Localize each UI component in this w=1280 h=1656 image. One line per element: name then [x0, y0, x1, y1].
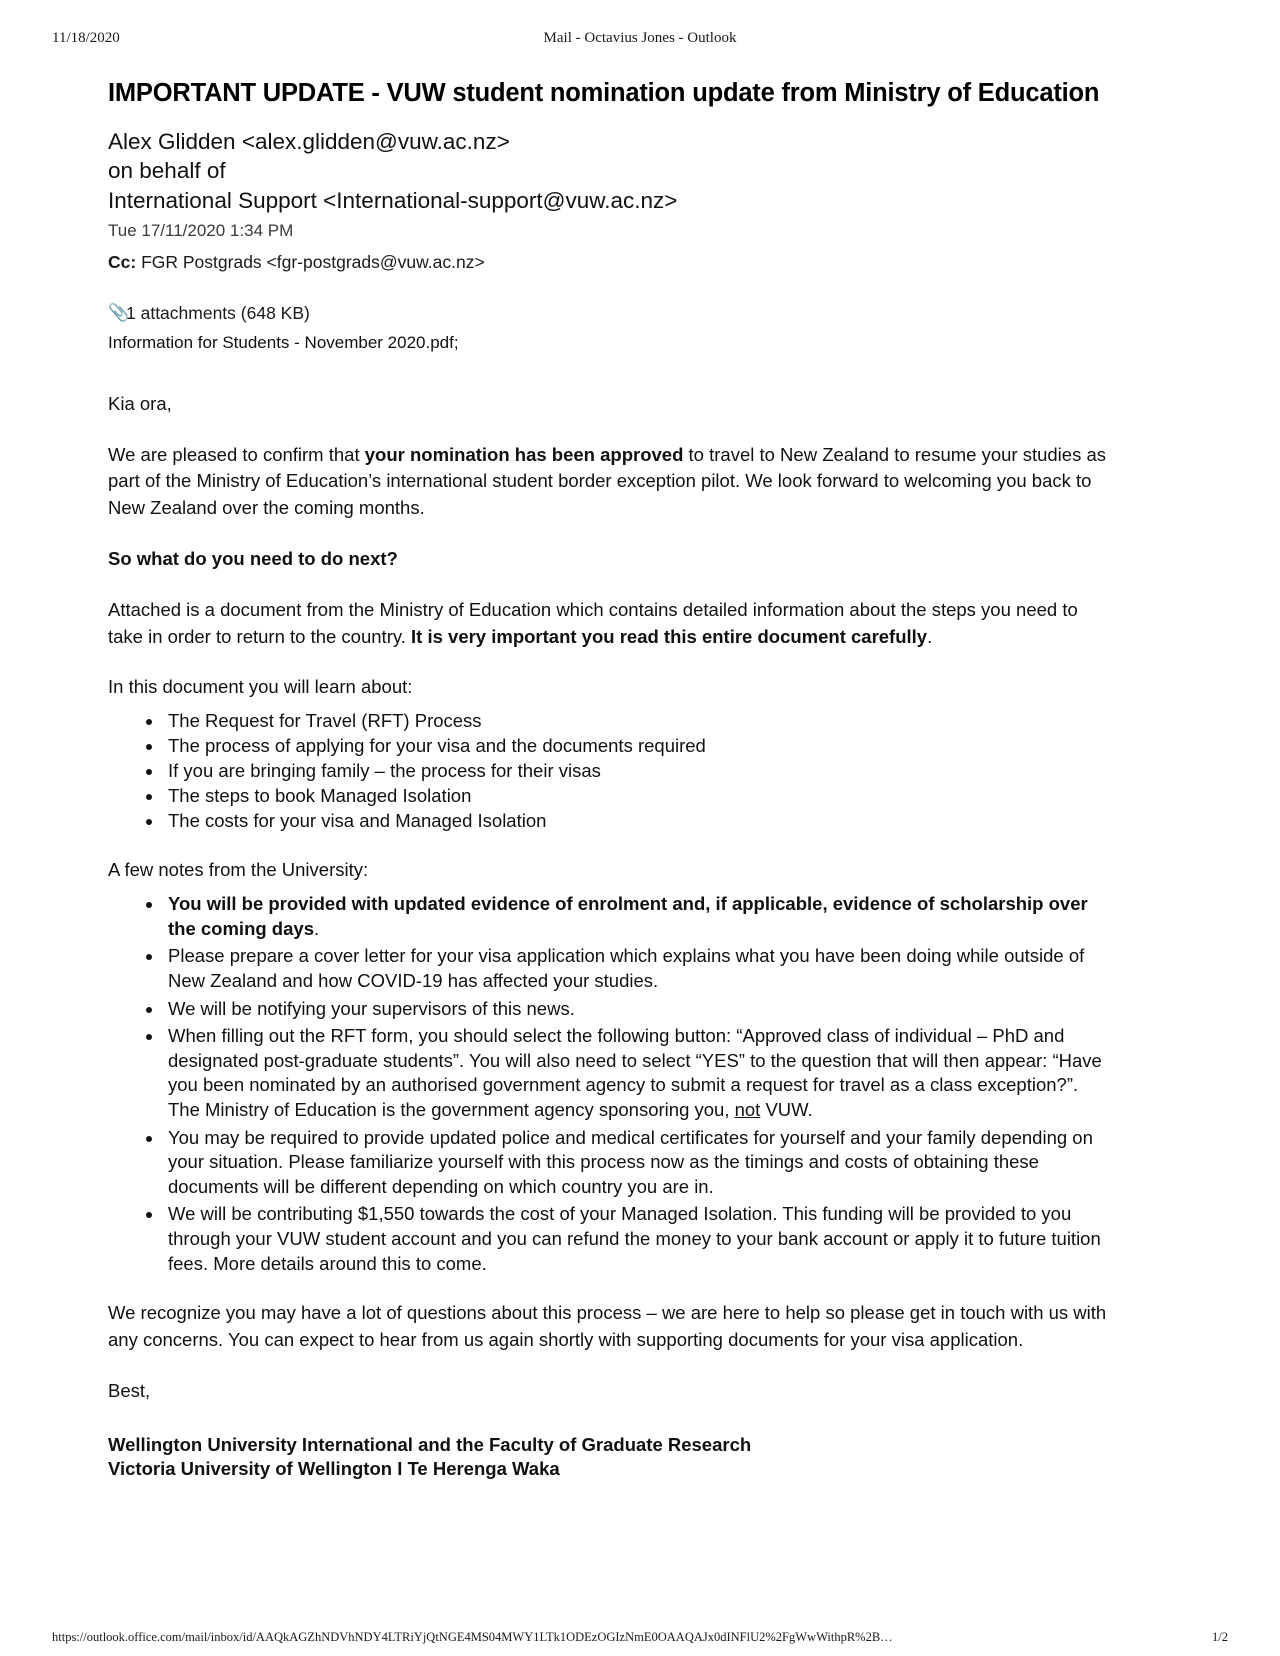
list-item: • We will be contributing $1,550 towards the cost of your Managed Isolation. This funding will be provided to you through your VUW student account and you can refund the money to your bank account or apply it to future tuition fees. More details around this to come.: [164, 1202, 1108, 1276]
list-item: • Please prepare a cover letter for your visa application which explains what you have been doing while outside of New Zealand and how COVID-19 has affected your studies.: [164, 944, 1108, 993]
email-sender-block: [108, 127, 1108, 216]
signature-line-2: Victoria University of Wellington I Te Herenga Waka: [108, 1458, 560, 1480]
attachment-summary-row: [108, 303, 1108, 324]
email-signature: [108, 1433, 1108, 1482]
heading-next-text: So what do you need to do next?: [108, 548, 398, 569]
print-page-number: 1/2: [1212, 1630, 1228, 1644]
attachment-file-name[interactable]: Information for Students - November 2020.pdf;: [108, 332, 459, 352]
note-4-pre: When filling out the RFT form, you should select the following button: “Approved class of individual – PhD and designated post-graduate students”. You will also need to select “YES” to the question that will then appear: “Have you been nominated by an authorised government agency to submit a request for travel as a class exception?”. The Ministry of Education is the government agency sponsoring you,: [168, 1025, 1102, 1121]
note-4-post: VUW.: [760, 1099, 813, 1121]
email-body: [108, 391, 1108, 1482]
email-subject: IMPORTANT UPDATE - VUW student nomination update from Ministry of Education: [108, 79, 1100, 107]
email-container: [108, 78, 1108, 1482]
list-item: • The Request for Travel (RFT) Process: [164, 709, 1108, 733]
body-learn-intro: In this document you will learn about:: [108, 676, 413, 698]
list-item: [164, 1024, 1108, 1122]
email-on-behalf-label: on behalf of: [108, 158, 226, 184]
paperclip-icon: 📎: [108, 303, 130, 323]
attachments-block: [108, 303, 1108, 353]
notes-list: [108, 892, 1108, 1276]
email-sender: Alex Glidden <alex.glidden@vuw.ac.nz>: [108, 128, 510, 154]
note-1-post: .: [313, 917, 320, 939]
email-cc-label: Cc:: [108, 251, 137, 272]
print-source-url: https://outlook.office.com/mail/inbox/id/AAQkAGZhNDVhNDY4LTRiYjQtNGE4MS04MWY1LTk1ODEzOGIzNmE0OAAQAJx0dINFlU2%2FgWwWithpR%2B…: [52, 1630, 893, 1644]
list-item: • You may be required to provide updated police and medical certificates for yourself and your family depending on your situation. Please familiarize yourself with this process now as the timings and costs of obtaining these documents will be different depending on which country you are in.: [164, 1126, 1108, 1200]
list-item: • If you are bringing family – the process for their visas: [164, 759, 1108, 783]
body-para-approved: [108, 442, 1108, 522]
print-title: Mail - Octavius Jones - Outlook: [543, 30, 737, 46]
attachment-summary: 1 attachments (648 KB): [126, 302, 310, 323]
list-item: • The steps to book Managed Isolation: [164, 784, 1108, 808]
email-datetime: Tue 17/11/2020 1:34 PM: [108, 220, 294, 240]
para-approved-pre: We are pleased to confirm that: [108, 443, 365, 465]
list-item: • The costs for your visa and Managed Isolation: [164, 809, 1108, 833]
body-closing-para: We recognize you may have a lot of questions about this process – we are here to help so please get in touch with us with any concerns. You can expect to hear from us again shortly with supporting documents for your visa application.: [108, 1302, 1107, 1351]
body-notes-intro: A few notes from the University:: [108, 859, 369, 881]
para-approved-bold: your nomination has been approved: [364, 443, 684, 465]
note-1-bold: You will be provided with updated evidence of enrolment and, if applicable, evidence of scholarship over the coming days: [168, 893, 1088, 939]
print-date: 11/18/2020: [52, 30, 120, 46]
para-attached-post: .: [927, 625, 933, 647]
para-approved-post: to travel to New Zealand to resume your studies as part of the Ministry of Education’s international student border exception pilot. We look forward to welcoming you back to New Zealand over the coming months.: [108, 443, 1107, 519]
signature-line-1: Wellington University International and the Faculty of Graduate Research: [108, 1433, 752, 1455]
body-greeting: Kia ora,: [108, 392, 172, 414]
list-item: [164, 892, 1108, 941]
email-on-behalf-of: International Support <International-support@vuw.ac.nz>: [108, 187, 678, 213]
list-item: • We will be notifying your supervisors of this news.: [164, 997, 1108, 1022]
list-item: • The process of applying for your visa and the documents required: [164, 734, 1108, 758]
body-heading-next: [108, 546, 1108, 573]
note-4-underline: not: [734, 1099, 761, 1121]
para-attached-bold: It is very important you read this entire document carefully: [411, 625, 928, 647]
email-cc-row: [108, 252, 1108, 273]
body-para-attached: [108, 597, 1108, 651]
para-attached-pre: Attached is a document from the Ministry of Education which contains detailed information about the steps you need to take in order to return to the country.: [108, 598, 1078, 647]
body-sign-off: Best,: [108, 1379, 151, 1401]
learn-list: [108, 709, 1108, 833]
email-cc-value: FGR Postgrads <fgr-postgrads@vuw.ac.nz>: [141, 251, 485, 272]
